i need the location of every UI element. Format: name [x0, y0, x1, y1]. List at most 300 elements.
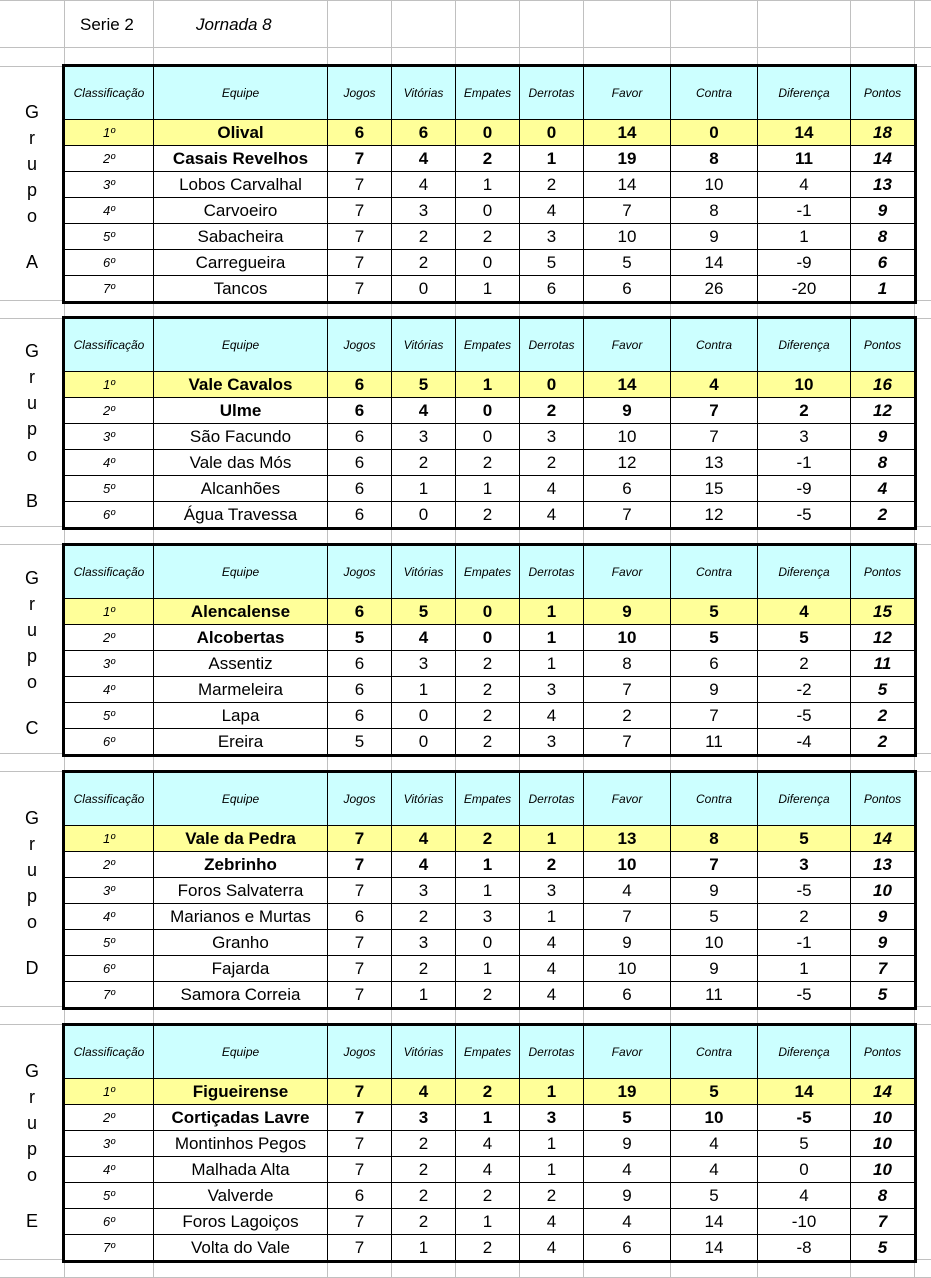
cell-empates: 1: [456, 878, 520, 904]
cell-diferenca: 2: [758, 651, 851, 677]
table-row: [65, 398, 915, 424]
cell-vitorias: 1: [392, 476, 456, 502]
column-header-pontos: Pontos: [851, 67, 915, 120]
cell-vitorias: 0: [392, 729, 456, 755]
group-word-letter: o: [26, 1165, 37, 1185]
table-header-row: [65, 1026, 915, 1079]
cell-diferenca: -5: [758, 502, 851, 528]
cell-favor: 7: [584, 677, 671, 703]
cell-vitorias: 4: [392, 172, 456, 198]
cell-contra: 11: [671, 729, 758, 755]
cell-pontos: 5: [851, 982, 915, 1008]
cell-vitorias: 5: [392, 372, 456, 398]
cell-empates: 1: [456, 956, 520, 982]
cell-favor: 10: [584, 224, 671, 250]
cell-jogos: 6: [328, 476, 392, 502]
cell-diferenca: 11: [758, 146, 851, 172]
cell-contra: 15: [671, 476, 758, 502]
cell-pos: 3º: [65, 878, 154, 904]
cell-jogos: 7: [328, 224, 392, 250]
cell-diferenca: 3: [758, 424, 851, 450]
cell-empates: 2: [456, 450, 520, 476]
cell-pontos: 9: [851, 930, 915, 956]
group-label-d: [0, 772, 64, 1006]
cell-favor: 9: [584, 1131, 671, 1157]
cell-empates: 2: [456, 982, 520, 1008]
cell-jogos: 7: [328, 198, 392, 224]
column-header-pontos: Pontos: [851, 773, 915, 826]
cell-favor: 2: [584, 703, 671, 729]
table-row: [65, 625, 915, 651]
cell-jogos: 6: [328, 599, 392, 625]
group-word-letter: G: [24, 1061, 39, 1081]
cell-team: Lobos Carvalhal: [154, 172, 328, 198]
cell-diferenca: -9: [758, 250, 851, 276]
cell-contra: 4: [671, 372, 758, 398]
cell-pos: 5º: [65, 930, 154, 956]
group-word-letter: r: [29, 367, 35, 387]
cell-team: Assentiz: [154, 651, 328, 677]
cell-jogos: 6: [328, 424, 392, 450]
cell-team: Vale da Pedra: [154, 826, 328, 852]
table-row: [65, 904, 915, 930]
cell-empates: 2: [456, 224, 520, 250]
cell-pontos: 12: [851, 625, 915, 651]
cell-pontos: 10: [851, 1105, 915, 1131]
cell-team: Casais Revelhos: [154, 146, 328, 172]
cell-vitorias: 4: [392, 398, 456, 424]
cell-pos: 4º: [65, 677, 154, 703]
cell-contra: 13: [671, 450, 758, 476]
cell-derrotas: 0: [520, 120, 584, 146]
cell-derrotas: 2: [520, 398, 584, 424]
cell-vitorias: 1: [392, 677, 456, 703]
cell-diferenca: 5: [758, 625, 851, 651]
cell-derrotas: 3: [520, 729, 584, 755]
cell-favor: 5: [584, 250, 671, 276]
cell-vitorias: 5: [392, 599, 456, 625]
cell-contra: 4: [671, 1131, 758, 1157]
column-header-favor: Favor: [584, 546, 671, 599]
table-header-row: [65, 773, 915, 826]
group-word-letter: u: [26, 393, 37, 413]
cell-pontos: 9: [851, 424, 915, 450]
cell-jogos: 7: [328, 1131, 392, 1157]
table-row: [65, 476, 915, 502]
cell-pontos: 14: [851, 826, 915, 852]
cell-favor: 6: [584, 1235, 671, 1261]
column-header-pontos: Pontos: [851, 546, 915, 599]
cell-pos: 6º: [65, 956, 154, 982]
cell-pos: 7º: [65, 982, 154, 1008]
cell-contra: 4: [671, 1157, 758, 1183]
group-word-letter: o: [26, 672, 37, 692]
cell-pontos: 14: [851, 146, 915, 172]
cell-pos: 6º: [65, 1209, 154, 1235]
cell-pontos: 5: [851, 677, 915, 703]
group-word-letter: p: [26, 1139, 37, 1159]
standings-table-group-a: [64, 66, 915, 302]
cell-vitorias: 2: [392, 1131, 456, 1157]
cell-jogos: 7: [328, 276, 392, 302]
table-row: [65, 146, 915, 172]
table-row: [65, 1157, 915, 1183]
cell-contra: 5: [671, 904, 758, 930]
cell-favor: 7: [584, 502, 671, 528]
cell-favor: 5: [584, 1105, 671, 1131]
cell-empates: 0: [456, 625, 520, 651]
cell-pos: 1º: [65, 120, 154, 146]
cell-jogos: 7: [328, 1105, 392, 1131]
cell-favor: 13: [584, 826, 671, 852]
cell-team: Malhada Alta: [154, 1157, 328, 1183]
column-header-jogos: Jogos: [328, 67, 392, 120]
cell-team: Alcobertas: [154, 625, 328, 651]
cell-vitorias: 1: [392, 982, 456, 1008]
cell-pontos: 10: [851, 1157, 915, 1183]
cell-favor: 8: [584, 651, 671, 677]
cell-pontos: 12: [851, 398, 915, 424]
group-word-letter: u: [26, 154, 37, 174]
group-word-letter: G: [24, 808, 39, 828]
table-row: [65, 826, 915, 852]
table-row: [65, 956, 915, 982]
cell-contra: 9: [671, 224, 758, 250]
cell-team: Samora Correia: [154, 982, 328, 1008]
column-header-favor: Favor: [584, 67, 671, 120]
column-header-pontos: Pontos: [851, 1026, 915, 1079]
cell-vitorias: 2: [392, 1183, 456, 1209]
cell-vitorias: 0: [392, 502, 456, 528]
cell-vitorias: 2: [392, 450, 456, 476]
cell-favor: 4: [584, 1209, 671, 1235]
cell-pontos: 2: [851, 729, 915, 755]
cell-pontos: 11: [851, 651, 915, 677]
cell-team: São Facundo: [154, 424, 328, 450]
cell-empates: 1: [456, 1105, 520, 1131]
cell-vitorias: 0: [392, 276, 456, 302]
table-row: [65, 1131, 915, 1157]
group-word-letter: G: [24, 341, 39, 361]
cell-favor: 14: [584, 120, 671, 146]
column-header-jogos: Jogos: [328, 1026, 392, 1079]
group-word-letter: u: [26, 620, 37, 640]
cell-contra: 7: [671, 703, 758, 729]
cell-contra: 10: [671, 1105, 758, 1131]
table-row: [65, 1235, 915, 1261]
table-row: [65, 1209, 915, 1235]
table-row: [65, 703, 915, 729]
column-header-derrotas: Derrotas: [520, 546, 584, 599]
cell-pontos: 5: [851, 1235, 915, 1261]
cell-derrotas: 1: [520, 625, 584, 651]
group-word-letter: G: [24, 102, 39, 122]
cell-jogos: 6: [328, 651, 392, 677]
cell-contra: 8: [671, 146, 758, 172]
column-header-diferenca: Diferença: [758, 546, 851, 599]
group-word-letter: u: [26, 860, 37, 880]
column-header-favor: Favor: [584, 773, 671, 826]
cell-vitorias: 4: [392, 1079, 456, 1105]
cell-empates: 4: [456, 1157, 520, 1183]
cell-contra: 11: [671, 982, 758, 1008]
cell-team: Granho: [154, 930, 328, 956]
column-header-team: Equipe: [154, 773, 328, 826]
column-header-empates: Empates: [456, 319, 520, 372]
cell-pontos: 18: [851, 120, 915, 146]
cell-diferenca: -5: [758, 703, 851, 729]
cell-diferenca: -2: [758, 677, 851, 703]
cell-derrotas: 1: [520, 904, 584, 930]
table-row: [65, 982, 915, 1008]
cell-vitorias: 3: [392, 651, 456, 677]
cell-favor: 6: [584, 276, 671, 302]
column-header-empates: Empates: [456, 773, 520, 826]
cell-pos: 6º: [65, 250, 154, 276]
cell-empates: 2: [456, 826, 520, 852]
cell-diferenca: -8: [758, 1235, 851, 1261]
column-header-jogos: Jogos: [328, 319, 392, 372]
cell-vitorias: 4: [392, 826, 456, 852]
group-letter: D: [25, 958, 39, 978]
cell-jogos: 7: [328, 1209, 392, 1235]
cell-empates: 2: [456, 1235, 520, 1261]
table-row: [65, 651, 915, 677]
cell-vitorias: 3: [392, 424, 456, 450]
cell-diferenca: 2: [758, 398, 851, 424]
cell-empates: 0: [456, 398, 520, 424]
cell-pontos: 9: [851, 904, 915, 930]
cell-empates: 0: [456, 930, 520, 956]
cell-team: Água Travessa: [154, 502, 328, 528]
cell-empates: 0: [456, 250, 520, 276]
standings-table-group-e: [64, 1025, 915, 1261]
table-row: [65, 172, 915, 198]
cell-pos: 3º: [65, 1131, 154, 1157]
cell-favor: 7: [584, 904, 671, 930]
cell-team: Ereira: [154, 729, 328, 755]
cell-team: Cortiçadas Lavre: [154, 1105, 328, 1131]
table-row: [65, 198, 915, 224]
cell-empates: 2: [456, 651, 520, 677]
cell-diferenca: 5: [758, 1131, 851, 1157]
cell-pontos: 10: [851, 878, 915, 904]
table-row: [65, 729, 915, 755]
table-header-row: [65, 67, 915, 120]
cell-pos: 2º: [65, 625, 154, 651]
cell-jogos: 6: [328, 502, 392, 528]
cell-pontos: 14: [851, 1079, 915, 1105]
cell-empates: 1: [456, 852, 520, 878]
cell-derrotas: 1: [520, 1079, 584, 1105]
cell-pos: 2º: [65, 1105, 154, 1131]
table-header-row: [65, 546, 915, 599]
column-header-diferenca: Diferença: [758, 319, 851, 372]
cell-pontos: 7: [851, 956, 915, 982]
group-word-letter: p: [26, 886, 37, 906]
cell-empates: 0: [456, 424, 520, 450]
cell-empates: 2: [456, 677, 520, 703]
table-row: [65, 372, 915, 398]
group-word-letter: o: [26, 912, 37, 932]
cell-jogos: 7: [328, 878, 392, 904]
table-row: [65, 120, 915, 146]
cell-derrotas: 5: [520, 250, 584, 276]
cell-team: Ulme: [154, 398, 328, 424]
cell-vitorias: 2: [392, 904, 456, 930]
standings-table-group-b: [64, 318, 915, 528]
cell-favor: 6: [584, 476, 671, 502]
cell-team: Marmeleira: [154, 677, 328, 703]
cell-team: Sabacheira: [154, 224, 328, 250]
cell-jogos: 5: [328, 625, 392, 651]
cell-vitorias: 2: [392, 250, 456, 276]
cell-contra: 7: [671, 852, 758, 878]
cell-favor: 4: [584, 1157, 671, 1183]
cell-pontos: 2: [851, 703, 915, 729]
table-row: [65, 677, 915, 703]
cell-diferenca: 1: [758, 956, 851, 982]
column-header-empates: Empates: [456, 1026, 520, 1079]
cell-favor: 19: [584, 146, 671, 172]
cell-jogos: 7: [328, 1157, 392, 1183]
table-row: [65, 878, 915, 904]
cell-jogos: 7: [328, 956, 392, 982]
table-row: [65, 502, 915, 528]
column-header-team: Equipe: [154, 319, 328, 372]
cell-pos: 6º: [65, 729, 154, 755]
cell-contra: 6: [671, 651, 758, 677]
cell-contra: 8: [671, 198, 758, 224]
cell-favor: 12: [584, 450, 671, 476]
cell-team: Vale Cavalos: [154, 372, 328, 398]
column-header-team: Equipe: [154, 67, 328, 120]
cell-favor: 14: [584, 372, 671, 398]
cell-pontos: 8: [851, 1183, 915, 1209]
group-word-letter: G: [24, 568, 39, 588]
cell-vitorias: 3: [392, 878, 456, 904]
cell-derrotas: 2: [520, 1183, 584, 1209]
cell-team: Volta do Vale: [154, 1235, 328, 1261]
cell-favor: 7: [584, 198, 671, 224]
column-header-pos: Classificação: [65, 773, 154, 826]
cell-empates: 1: [456, 276, 520, 302]
cell-derrotas: 2: [520, 852, 584, 878]
standings-table-group-c: [64, 545, 915, 755]
cell-derrotas: 1: [520, 1131, 584, 1157]
cell-derrotas: 4: [520, 1235, 584, 1261]
cell-pontos: 2: [851, 502, 915, 528]
column-header-vitorias: Vitórias: [392, 1026, 456, 1079]
cell-team: Foros Salvaterra: [154, 878, 328, 904]
cell-derrotas: 1: [520, 599, 584, 625]
cell-diferenca: -1: [758, 198, 851, 224]
cell-vitorias: 0: [392, 703, 456, 729]
cell-vitorias: 2: [392, 224, 456, 250]
cell-pos: 6º: [65, 502, 154, 528]
cell-vitorias: 3: [392, 1105, 456, 1131]
group-word-letter: p: [26, 646, 37, 666]
cell-pos: 5º: [65, 476, 154, 502]
cell-favor: 4: [584, 878, 671, 904]
cell-derrotas: 0: [520, 372, 584, 398]
cell-diferenca: 4: [758, 599, 851, 625]
column-header-diferenca: Diferença: [758, 67, 851, 120]
cell-pontos: 8: [851, 450, 915, 476]
column-header-contra: Contra: [671, 319, 758, 372]
column-header-contra: Contra: [671, 67, 758, 120]
group-label-c: [0, 545, 64, 753]
cell-contra: 14: [671, 1209, 758, 1235]
group-word-letter: r: [29, 128, 35, 148]
cell-diferenca: 4: [758, 1183, 851, 1209]
cell-derrotas: 3: [520, 224, 584, 250]
cell-derrotas: 4: [520, 956, 584, 982]
cell-team: Figueirense: [154, 1079, 328, 1105]
cell-diferenca: 10: [758, 372, 851, 398]
column-header-derrotas: Derrotas: [520, 67, 584, 120]
cell-jogos: 5: [328, 729, 392, 755]
cell-pontos: 10: [851, 1131, 915, 1157]
group-word-letter: r: [29, 1087, 35, 1107]
cell-diferenca: 1: [758, 224, 851, 250]
cell-derrotas: 3: [520, 1105, 584, 1131]
cell-vitorias: 4: [392, 852, 456, 878]
cell-pos: 2º: [65, 852, 154, 878]
cell-pontos: 8: [851, 224, 915, 250]
cell-derrotas: 1: [520, 146, 584, 172]
cell-contra: 26: [671, 276, 758, 302]
cell-derrotas: 4: [520, 476, 584, 502]
column-header-pos: Classificação: [65, 546, 154, 599]
cell-team: Alcanhões: [154, 476, 328, 502]
cell-contra: 14: [671, 1235, 758, 1261]
cell-pos: 3º: [65, 651, 154, 677]
cell-team: Montinhos Pegos: [154, 1131, 328, 1157]
gridline: [0, 47, 931, 48]
cell-pos: 2º: [65, 146, 154, 172]
cell-favor: 19: [584, 1079, 671, 1105]
gridline: [0, 0, 931, 1]
column-header-vitorias: Vitórias: [392, 319, 456, 372]
cell-diferenca: 14: [758, 120, 851, 146]
cell-contra: 9: [671, 677, 758, 703]
cell-derrotas: 3: [520, 878, 584, 904]
cell-contra: 5: [671, 1183, 758, 1209]
column-header-pos: Classificação: [65, 67, 154, 120]
cell-contra: 5: [671, 625, 758, 651]
cell-empates: 0: [456, 599, 520, 625]
cell-derrotas: 6: [520, 276, 584, 302]
cell-jogos: 6: [328, 372, 392, 398]
column-header-pontos: Pontos: [851, 319, 915, 372]
cell-contra: 7: [671, 424, 758, 450]
cell-jogos: 6: [328, 677, 392, 703]
column-header-jogos: Jogos: [328, 546, 392, 599]
group-letter: A: [25, 252, 38, 272]
table-row: [65, 250, 915, 276]
cell-derrotas: 4: [520, 502, 584, 528]
cell-team: Valverde: [154, 1183, 328, 1209]
jornada-label: Jornada 8: [196, 15, 272, 34]
group-word-letter: r: [29, 834, 35, 854]
cell-pos: 2º: [65, 398, 154, 424]
column-header-vitorias: Vitórias: [392, 546, 456, 599]
cell-jogos: 6: [328, 703, 392, 729]
cell-derrotas: 2: [520, 450, 584, 476]
cell-empates: 2: [456, 502, 520, 528]
cell-derrotas: 2: [520, 172, 584, 198]
